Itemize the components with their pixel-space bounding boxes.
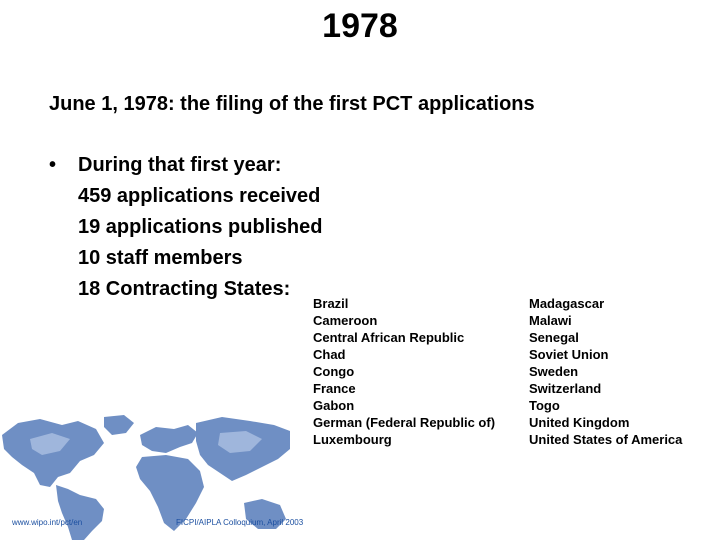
map-continent-south-america (56, 485, 104, 540)
state-item: Switzerland (529, 381, 602, 396)
state-item: Chad (313, 347, 346, 362)
state-item: Senegal (529, 330, 579, 345)
state-item: German (Federal Republic of) (313, 415, 496, 430)
footer-url[interactable]: www.wipo.int/pct/en (12, 518, 83, 527)
slide-subtitle: June 1, 1978: the filing of the first PCT applications (49, 93, 535, 115)
contracting-states-right-list (529, 295, 682, 448)
state-item: Cameroon (313, 313, 378, 328)
state-item: Congo (313, 364, 355, 379)
state-item: Central African Republic (313, 330, 465, 345)
map-continent-north-america (2, 419, 104, 487)
state-item: Togo (529, 398, 560, 413)
map-continent-europe (140, 425, 198, 453)
bullet-marker: • (49, 154, 57, 176)
footer-event: FICPI/AIPLA Colloquium, April 2003 (176, 518, 304, 527)
bullet-line: 10 staff members (78, 247, 243, 269)
state-item: United Kingdom (529, 415, 630, 430)
bullet-lines (78, 153, 323, 305)
state-item: Luxembourg (313, 432, 392, 447)
contracting-states-left-list (313, 295, 495, 448)
state-item: Soviet Union (529, 347, 609, 362)
state-item: United States of America (529, 432, 683, 447)
bullet-line: 19 applications published (78, 216, 323, 238)
state-item: Gabon (313, 398, 355, 413)
bullet-line: During that first year: (78, 154, 282, 176)
state-item: Brazil (313, 296, 349, 311)
state-item: Malawi (529, 313, 572, 328)
bullet-line: 459 applications received (78, 185, 321, 207)
slide-title: 1978 (322, 7, 398, 45)
state-item: France (313, 381, 356, 396)
bullet-line: 18 Contracting States: (78, 278, 291, 300)
state-item: Sweden (529, 364, 579, 379)
map-greenland (104, 415, 134, 435)
state-item: Madagascar (529, 296, 605, 311)
